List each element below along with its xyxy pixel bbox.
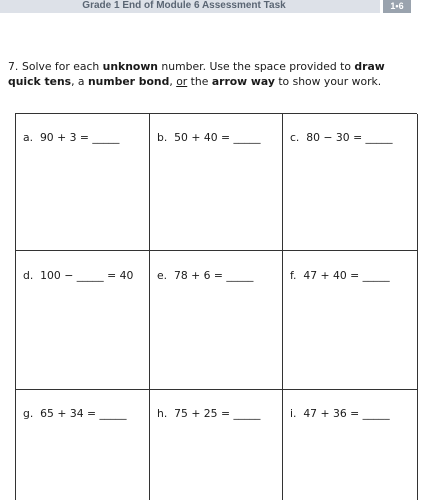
problem-cell-i[interactable] — [283, 390, 418, 500]
instruction-bold-arrow-way: arrow way — [211, 75, 275, 88]
problem-label-g: g. 65 + 34 = _____ — [23, 407, 127, 420]
problem-expression-f: 47 + 40 = _____ — [303, 269, 390, 282]
problem-cell-g[interactable] — [16, 390, 150, 500]
problem-expression-a: 90 + 3 = _____ — [39, 131, 120, 144]
problem-expression-g: 65 + 34 = _____ — [40, 407, 127, 420]
problem-expression-d: 100 − _____ = 40 — [40, 269, 134, 282]
problem-cell-h[interactable] — [150, 390, 283, 500]
problem-cell-a[interactable] — [16, 114, 150, 251]
page-header — [0, 0, 427, 13]
problem-label-a: a. 90 + 3 = _____ — [23, 131, 120, 144]
module-badge: 1•6 — [383, 0, 411, 13]
problem-label-b: b. 50 + 40 = _____ — [157, 131, 261, 144]
instruction-bold-number-bond: number bond — [87, 75, 170, 88]
instruction-text-6: to show your work. — [274, 75, 382, 88]
instruction-text-1: Solve for each — [22, 60, 103, 73]
instruction-text-2: number. Use the space provided to — [158, 60, 355, 73]
problem-label-d: d. 100 − _____ = 40 — [23, 269, 134, 282]
problem-cell-f[interactable] — [283, 251, 418, 390]
problem-cell-c[interactable] — [283, 114, 418, 251]
problem-cell-d[interactable] — [16, 251, 150, 390]
instruction-text-5: the — [187, 75, 212, 88]
problem-grid — [15, 113, 417, 500]
problem-label-e: e. 78 + 6 = _____ — [157, 269, 254, 282]
instruction-bold-quick-tens: draw quick tens — [8, 60, 385, 88]
problem-label-i: i. 47 + 36 = _____ — [290, 407, 390, 420]
header-title: Grade 1 End of Module 6 Assessment Task — [82, 0, 286, 11]
instruction-text-4: , — [169, 75, 177, 88]
problem-expression-e: 78 + 6 = _____ — [173, 269, 254, 282]
instruction-text-3: , a — [71, 75, 88, 88]
problem-cell-b[interactable] — [150, 114, 283, 251]
problem-expression-c: 80 − 30 = _____ — [306, 131, 393, 144]
instruction-underline-or: or — [176, 75, 188, 88]
problem-cell-e[interactable] — [150, 251, 283, 390]
question-number: 7. — [8, 60, 19, 73]
question-instructions — [8, 59, 418, 89]
problem-expression-b: 50 + 40 = _____ — [174, 131, 261, 144]
instruction-bold-unknown: unknown — [102, 60, 158, 73]
problem-label-c: c. 80 − 30 = _____ — [290, 131, 393, 144]
problem-expression-i: 47 + 36 = _____ — [303, 407, 390, 420]
problem-label-h: h. 75 + 25 = _____ — [157, 407, 261, 420]
problem-expression-h: 75 + 25 = _____ — [174, 407, 261, 420]
problem-label-f: f. 47 + 40 = _____ — [290, 269, 390, 282]
header-title-band — [0, 0, 380, 13]
